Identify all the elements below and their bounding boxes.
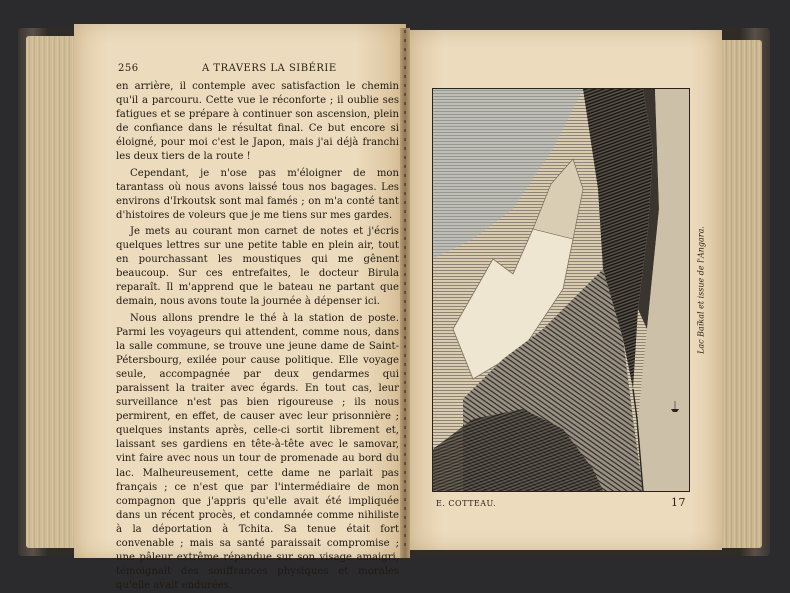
paragraph: Nous allons prendre le thé à la station de poste. Parmi les voyageurs qui attendent, comme nous, dans la salle commune, se trouve une jeune dame de Saint-Pétersbourg, exilée pour cause politique. Elle voyage seule, accompagnée par deux gendarmes qui paraissent la traiter avec égards. En tout cas, leur surveillance n'est pas bien rigoureuse ; ils nous permirent, en effet, de causer avec leur prisonnière ; quelques instants après, celle-ci sortit librement et, laissant ses gardiens en tête-à-tête avec le samovar, vint faire avec nous un tour de promenade au bord du lac. Malheureusement, cette dame ne parlait pas français ; ce n'est que par l'intermédiaire de mon compagnon que j'appris qu'elle avait été impliquée dans un récent procès, et condamnée comme nihiliste à la déportation à Tchita. Sa tenue était fort convenable ; mais sa santé paraissait compromise ; une pâleur extrême répandue sur son visage amaigri, témoignait des souffrances physiques et morales qu'elle avait endurées.	[116, 312, 399, 593]
running-title: A TRAVERS LA SIBÉRIE	[202, 63, 337, 74]
body-text	[116, 80, 399, 593]
plate-title-vertical	[690, 200, 712, 380]
engraving-plate	[432, 88, 690, 492]
running-head	[118, 63, 396, 79]
plate-title: Lac Baïkal et issue de l'Angara.	[697, 226, 706, 354]
binding-stitch	[404, 30, 406, 552]
plate-caption	[432, 496, 688, 512]
plate-folio: 17	[671, 496, 686, 509]
engraver-credit: E. COTTEAU.	[436, 499, 496, 508]
engraving-illustration	[433, 89, 689, 491]
paragraph: Je mets au courant mon carnet de notes et j'écris quelques lettres sur une petite table en plein air, tout en pourchassant les moustiques qui me gênent beaucoup. Sur ces entrefaites, le docteur Birula reparaît. Il m'apprend que le bateau ne partant que demain, nous avons toute la journée à dépenser ici.	[116, 225, 399, 310]
page-number: 256	[118, 63, 139, 74]
right-page-edges	[718, 40, 762, 548]
paragraph: en arrière, il contemple avec satisfaction le chemin qu'il a parcouru. Cette vue le réconforte ; il oublie ses fatigues et se prépare à continuer son ascension, plein de confiance dans le résultat final. Ce but encore si éloigné, pour moi c'est le Japon, mais j'ai déjà franchi les deux tiers de la route !	[116, 80, 399, 165]
paragraph: Cependant, je n'ose pas m'éloigner de mon tarantass où nous avons laissé tous nos bagages. Les environs d'Irkoutsk sont mal famés ; on m'a conté tant d'histoires de voleurs que je me tiens sur mes gardes.	[116, 167, 399, 223]
